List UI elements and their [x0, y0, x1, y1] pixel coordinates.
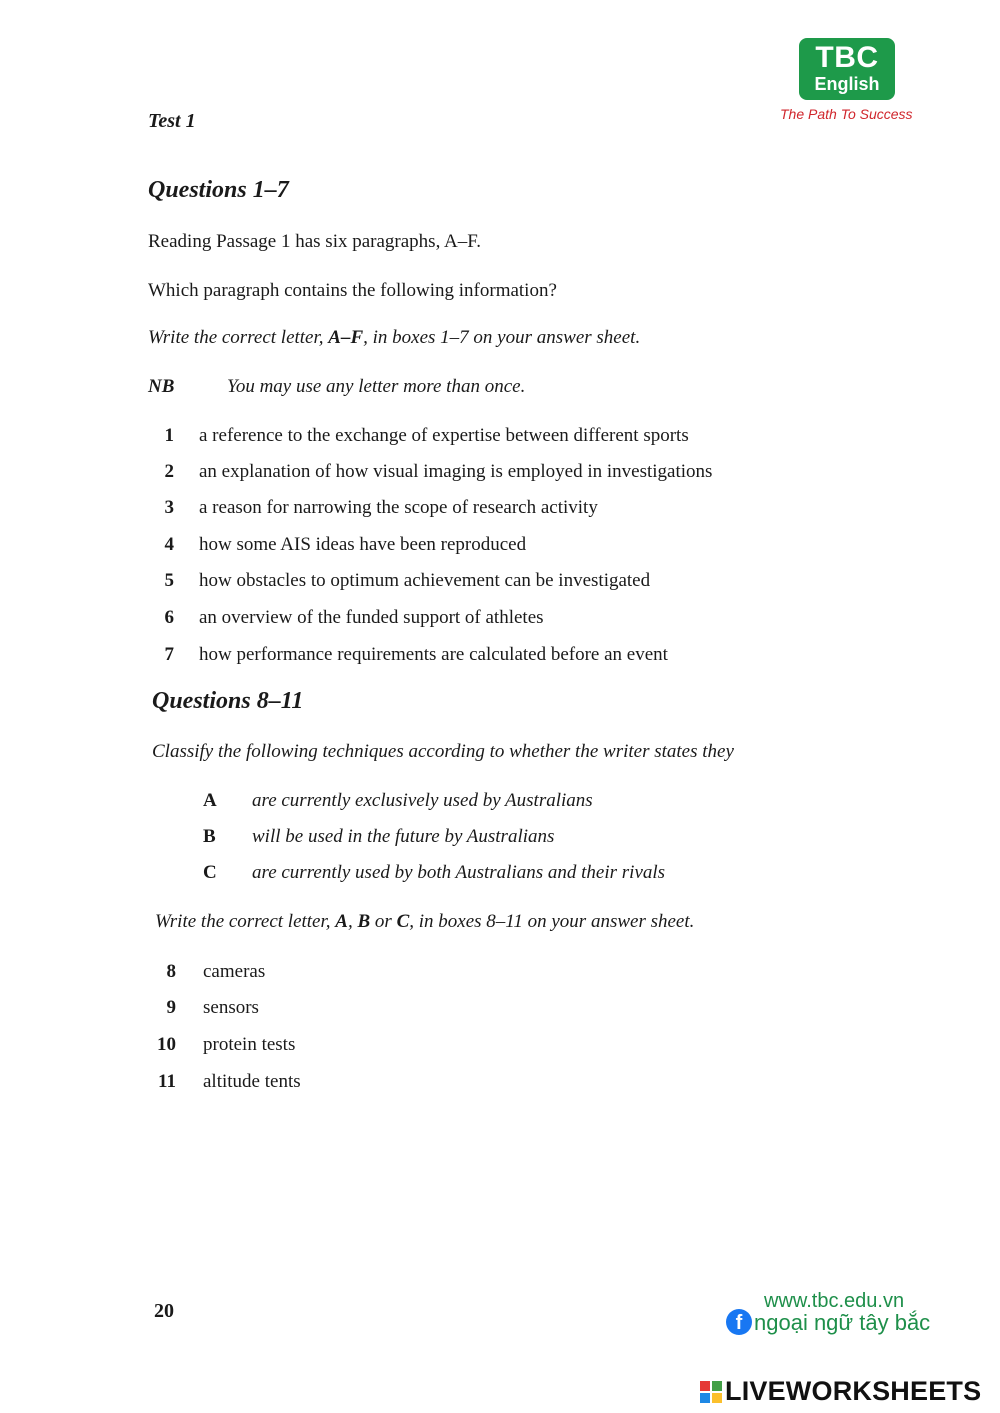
item-number: 3 [164, 497, 174, 518]
item-number: 9 [166, 997, 176, 1018]
section2-heading: Questions 8–11 [152, 688, 304, 714]
item-text: a reference to the exchange of expertise between different sports [199, 425, 689, 446]
instruction-text-end: , in boxes 1–7 on your answer sheet. [363, 327, 641, 348]
item-text: an overview of the funded support of athletes [199, 607, 544, 628]
section1-intro2: Which paragraph contains the following information? [148, 280, 557, 301]
liveworksheets-brand[interactable] [700, 1376, 981, 1406]
item-text: altitude tents [203, 1071, 301, 1092]
instruction-text: Write the correct letter, [148, 327, 329, 348]
section1-instruction [148, 327, 640, 349]
item-text: protein tests [203, 1034, 296, 1055]
page-number: 20 [154, 1300, 174, 1322]
item-text: how obstacles to optimum achievement can be investigated [199, 570, 651, 591]
instruction-text: Write the correct letter, [155, 911, 336, 932]
facebook-page-name[interactable]: ngoại ngữ tây bắc [754, 1310, 931, 1335]
section1-intro1: Reading Passage 1 has six paragraphs, A–F. [148, 231, 482, 252]
option-text: are currently exclusively used by Australians [252, 790, 593, 811]
logo-tagline: The Path To Success [780, 106, 913, 122]
liveworksheets-text: LIVEWORKSHEETS [725, 1376, 982, 1406]
facebook-icon[interactable]: f [726, 1309, 752, 1335]
item-number: 8 [166, 961, 176, 982]
instruction-text-end: , in boxes 8–11 on your answer sheet. [409, 911, 695, 932]
nb-text: You may use any letter more than once. [227, 376, 526, 397]
option-letter: A [203, 790, 217, 811]
tbc-logo [799, 38, 895, 100]
item-text: sensors [203, 997, 259, 1018]
item-number: 2 [164, 461, 174, 482]
item-text: how some AIS ideas have been reproduced [199, 534, 527, 555]
item-number: 5 [164, 570, 174, 591]
item-number: 11 [158, 1071, 176, 1092]
instruction-letter-c: C [396, 911, 410, 932]
item-text: a reason for narrowing the scope of research activity [199, 497, 598, 518]
nb-label: NB [148, 376, 175, 397]
item-text: an explanation of how visual imaging is employed in investigations [199, 461, 713, 482]
instruction-comma: , [347, 911, 358, 932]
liveworksheets-icon [700, 1381, 722, 1403]
logo-sub: English [814, 74, 880, 94]
option-letter: B [203, 826, 216, 847]
logo-brand: TBC [815, 41, 879, 74]
item-number: 7 [164, 644, 174, 665]
section2-instruction [155, 911, 694, 933]
instruction-letters: A–F [328, 327, 364, 348]
item-number: 1 [164, 425, 174, 446]
instruction-letter-a: A [335, 911, 348, 932]
option-letter: C [203, 862, 217, 883]
section1-heading: Questions 1–7 [148, 177, 289, 203]
item-number: 10 [157, 1034, 176, 1055]
item-text: how performance requirements are calculated before an event [199, 644, 668, 665]
item-number: 6 [164, 607, 174, 628]
instruction-letter-b: B [357, 911, 371, 932]
item-text: cameras [203, 961, 266, 982]
instruction-or: or [370, 911, 397, 932]
item-number: 4 [164, 534, 174, 555]
website-link[interactable]: www.tbc.edu.vn [764, 1290, 905, 1312]
section2-intro: Classify the following techniques according to whether the writer states they [152, 741, 734, 762]
option-text: are currently used by both Australians and their rivals [252, 862, 666, 883]
option-text: will be used in the future by Australians [252, 826, 555, 847]
test-label: Test 1 [148, 110, 196, 132]
